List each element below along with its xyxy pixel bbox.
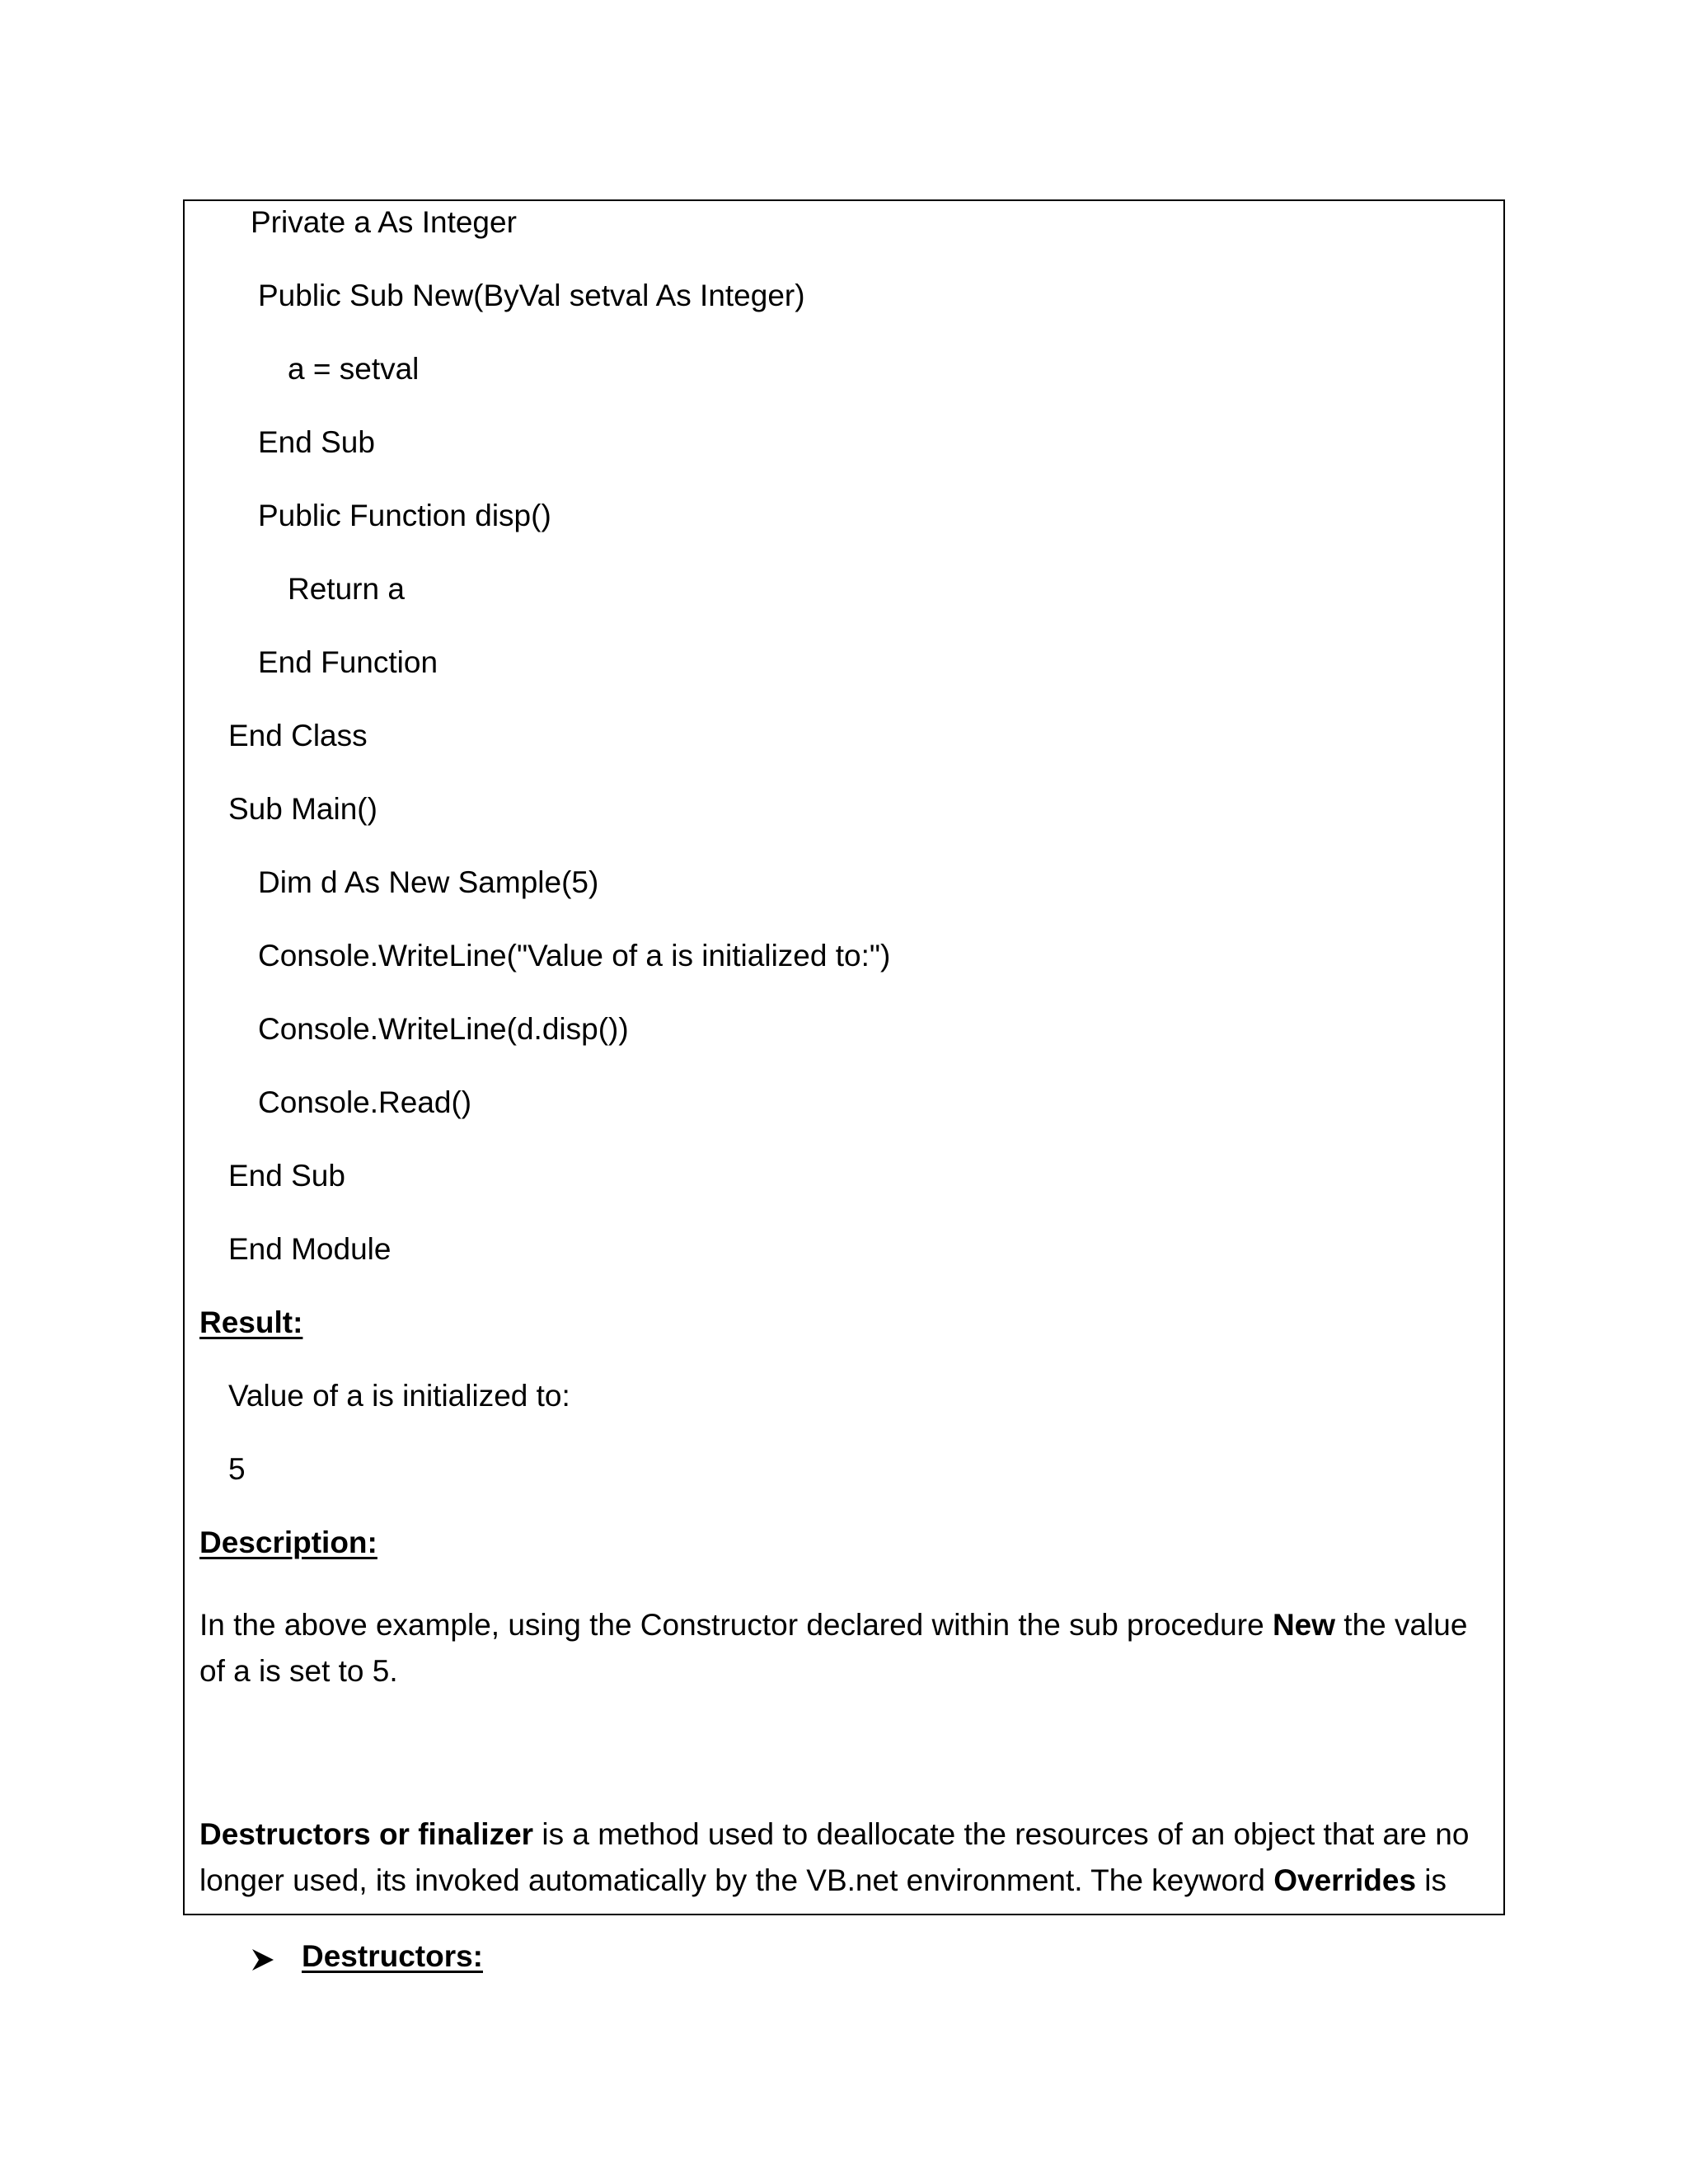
code-line: Dim d As New Sample(5) [258,865,599,899]
destructors-bullet [251,1938,483,1975]
destructors-keyword: Overrides [1273,1863,1417,1897]
code-line: Private a As Integer [251,205,517,239]
code-line: End Sub [228,1159,345,1193]
destructors-text: is a method used to deallocate the resources of an object that are no longer used, its invoked automatically by the VB.net environment. The keyword [199,1817,1470,1897]
code-line: Sub Main() [228,792,377,826]
code-line: End Sub [258,425,375,459]
code-line: End Module [228,1232,392,1266]
code-line: Return a [288,572,405,606]
code-line: Console.WriteLine(d.disp()) [258,1012,629,1046]
result-line: 5 [228,1452,246,1486]
description-paragraph [199,1602,1485,1694]
destructors-text: is [1416,1863,1447,1897]
code-line: a = setval [288,352,420,386]
result-heading: Result: [199,1305,303,1339]
code-line: Console.Read() [258,1085,472,1119]
code-line: End Class [228,719,368,752]
code-line: End Function [258,645,438,679]
arrow-bullet-icon [251,1944,275,1969]
code-line: Public Sub New(ByVal setval As Integer) [258,279,805,312]
description-text: the value of a is set to 5. [199,1608,1468,1688]
description-keyword: New [1272,1608,1336,1642]
code-line: Public Function disp() [258,499,551,532]
description-text: In the above example, using the Constructor declared within the sub procedure [199,1608,1273,1642]
document-frame [183,199,1505,1973]
result-line: Value of a is initialized to: [228,1379,570,1413]
code-line: Console.WriteLine("Value of a is initialized to:") [258,939,891,972]
description-heading: Description: [199,1526,377,1559]
destructors-term: Destructors or finalizer [199,1817,534,1851]
destructors-paragraph [199,1811,1485,1904]
destructors-heading: Destructors: [302,1939,483,1973]
